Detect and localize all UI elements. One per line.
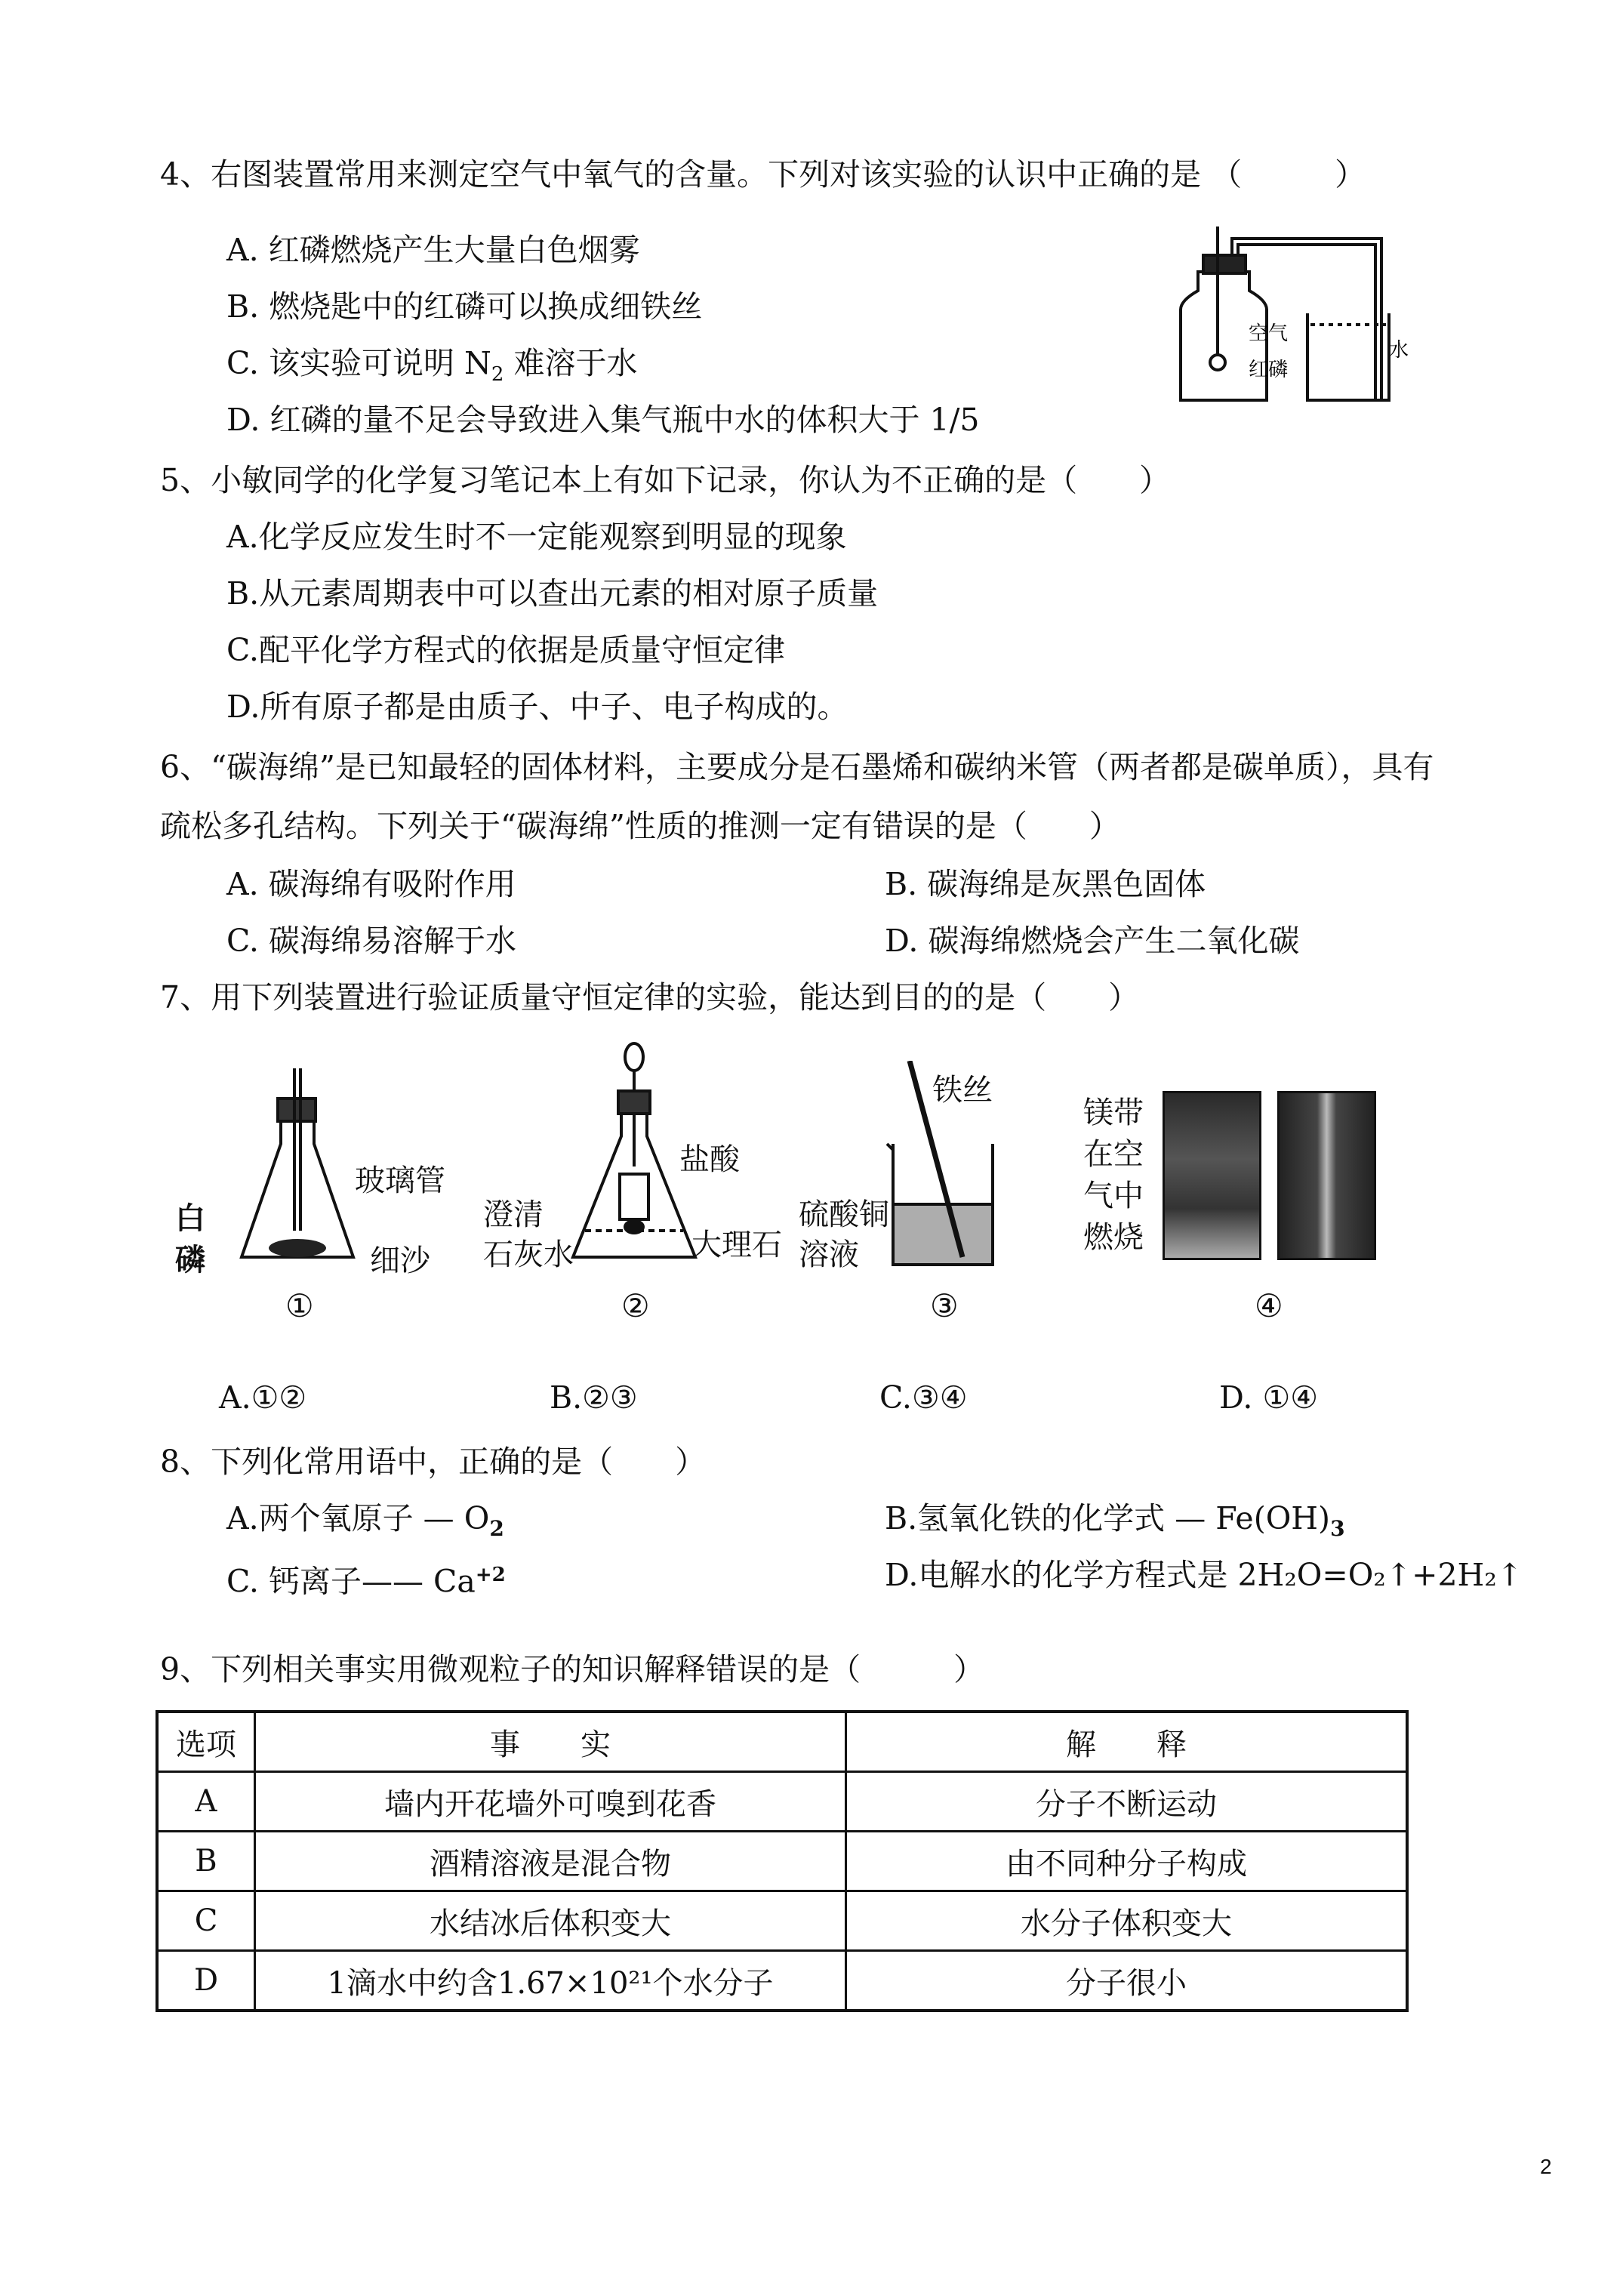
q6-stem-line2: 疏松多孔结构。下列关于“碳海绵”性质的推测一定有错误的是（ ） <box>160 808 1120 844</box>
q4-stem: 4、右图装置常用来测定空气中氧气的含量。下列对该实验的认识中正确的是 （ ） <box>160 156 1366 193</box>
q8-option-a: A.两个氧原子 — $O_2$ <box>226 1500 504 1542</box>
q9-row-a-explanation: 分子不断运动 <box>846 1772 1408 1832</box>
q7-fig4-photo-after <box>1277 1091 1376 1260</box>
q7-fig2-limewater-line2: 石灰水 <box>483 1237 574 1272</box>
q9-header-option: 选项 <box>157 1712 255 1772</box>
q6-stem-line1: 6、“碳海绵”是已知最轻的固体材料，主要成分是石墨烯和碳纳米管（两者都是碳单质），具有 <box>160 749 1434 785</box>
q9-row-c-explanation: 水分子体积变大 <box>846 1891 1408 1951</box>
q8-stem: 8、下列化常用语中，正确的是（ ） <box>160 1444 707 1480</box>
table-row <box>157 1772 1407 1832</box>
q5-option-b: B.从元素周期表中可以查出元素的相对原子质量 <box>226 575 879 612</box>
q7-fig1-sand-label: 细沙 <box>370 1244 430 1278</box>
table-row <box>157 1832 1407 1891</box>
q9-table <box>156 1710 1409 2012</box>
q4-option-c: C. 该实验可说明 $N_2$ 难溶于水 <box>226 345 638 387</box>
q9-row-c-option: C <box>157 1891 255 1951</box>
q7-fig3-wire-label: 铁丝 <box>932 1073 993 1108</box>
q9-row-b-option: B <box>157 1832 255 1891</box>
q6-option-c: C. 碳海绵易溶解于水 <box>226 923 516 959</box>
q7-fig4-label-line2: 在空 <box>1083 1137 1144 1172</box>
q9-row-d-option: D <box>157 1951 255 2011</box>
q9-stem: 9、下列相关事实用微观粒子的知识解释错误的是（ ） <box>160 1651 985 1687</box>
q7-fig1-tube-label: 玻璃管 <box>355 1163 445 1198</box>
q7-fig4-photo-before <box>1163 1091 1261 1260</box>
q5-option-a: A.化学反应发生时不一定能观察到明显的现象 <box>226 519 847 555</box>
q6-option-b: B. 碳海绵是灰黑色固体 <box>885 866 1206 902</box>
q8-option-c: C. 钙离子—— $Ca^{+2}$ <box>226 1563 506 1600</box>
q9-header-explanation: 解 释 <box>846 1712 1408 1772</box>
q9-row-b-explanation: 由不同种分子构成 <box>846 1832 1408 1891</box>
q4-fig-water-label: 水 <box>1389 339 1409 362</box>
table-row <box>157 1951 1407 2011</box>
q4-option-d: D. 红磷的量不足会导致进入集气瓶中水的体积大于 1/5 <box>226 402 980 438</box>
q8-option-d: D.电解水的化学方程式是 2H₂O=O₂↑+2H₂↑ <box>885 1557 1523 1593</box>
q7-fig1-phos-label: 磷 <box>175 1242 205 1277</box>
q9-row-b-fact: 酒精溶液是混合物 <box>255 1832 846 1891</box>
q7-option-d: D. ①④ <box>1219 1379 1318 1416</box>
q7-fig3-cuso4-line2: 溶液 <box>799 1237 859 1272</box>
q8-option-b: B.氢氧化铁的化学式 — $Fe(OH)_3$ <box>885 1500 1345 1542</box>
q9-table-header-row <box>157 1712 1407 1772</box>
q7-fig2-limewater-line1: 澄清 <box>483 1197 544 1232</box>
q9-row-a-option: A <box>157 1772 255 1832</box>
q7-figure-1-flask <box>234 1053 362 1272</box>
q5-option-d: D.所有原子都是由质子、中子、电子构成的。 <box>226 689 848 725</box>
q6-option-a: A. 碳海绵有吸附作用 <box>226 866 516 902</box>
q7-fig3-cuso4-line1: 硫酸铜 <box>799 1197 889 1232</box>
q7-option-c: C.③④ <box>879 1379 968 1416</box>
q6-option-d: D. 碳海绵燃烧会产生二氧化碳 <box>885 923 1300 959</box>
q4-fig-air-label: 空气 <box>1249 322 1289 345</box>
q7-fig1-number: ① <box>285 1287 314 1324</box>
q5-option-c: C.配平化学方程式的依据是质量守恒定律 <box>226 632 785 668</box>
q4-apparatus-figure <box>1163 211 1427 411</box>
q7-fig2-marble-label: 大理石 <box>691 1228 782 1262</box>
q7-fig4-label-line4: 燃烧 <box>1083 1220 1144 1255</box>
q5-stem: 5、小敏同学的化学复习笔记本上有如下记录，你认为不正确的是（ ） <box>160 462 1171 498</box>
page-number: 2 <box>1540 2155 1552 2178</box>
q7-fig3-number: ③ <box>930 1287 959 1324</box>
q7-fig2-acid-label: 盐酸 <box>679 1142 740 1177</box>
table-row <box>157 1891 1407 1951</box>
q9-row-d-explanation: 分子很小 <box>846 1951 1408 2011</box>
q7-option-b: B.②③ <box>550 1379 638 1416</box>
q7-fig4-label-line1: 镁带 <box>1083 1096 1144 1130</box>
q7-fig1-white-label: 白 <box>175 1200 205 1236</box>
q9-row-c-fact: 水结冰后体积变大 <box>255 1891 846 1951</box>
q4-option-b: B. 燃烧匙中的红磷可以换成细铁丝 <box>226 288 703 325</box>
q7-fig4-label-line3: 气中 <box>1083 1179 1144 1213</box>
q9-row-d-fact: 1滴水中约含1.67×10²¹个水分子 <box>255 1951 846 2011</box>
q7-stem: 7、用下列装置进行验证质量守恒定律的实验，能达到目的的是（ ） <box>160 979 1140 1015</box>
q9-header-fact: 事 实 <box>255 1712 846 1772</box>
q4-option-a: A. 红磷燃烧产生大量白色烟雾 <box>226 232 640 268</box>
q4-fig-phosphorus-label: 红磷 <box>1249 359 1289 381</box>
q7-option-a: A.①② <box>219 1379 307 1416</box>
q9-row-a-fact: 墙内开花墙外可嗅到花香 <box>255 1772 846 1832</box>
q7-fig2-number: ② <box>621 1287 650 1324</box>
q7-fig4-number: ④ <box>1255 1287 1283 1324</box>
